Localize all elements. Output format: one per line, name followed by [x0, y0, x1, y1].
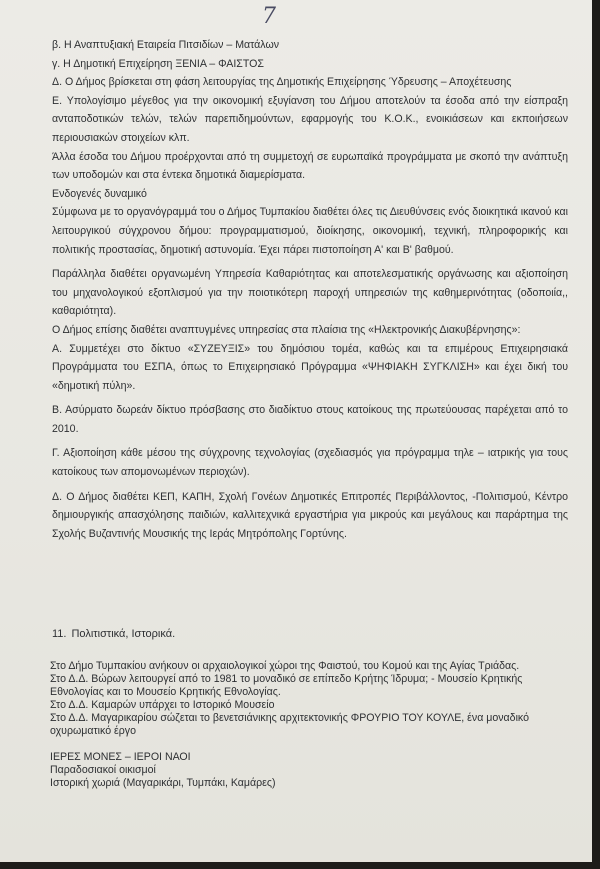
list-item: Ιστορική χωριά (Μαγαρικάρι, Τυμπάκι, Καμάρες) — [50, 777, 276, 789]
paragraph: Δ. Ο Δήμος διαθέτει ΚΕΠ, ΚΑΠΗ, Σχολή Γονέων Δημοτικές Επιτροπές Περιβάλλοντος, -Πολιτισμού, Κέντρο δημιουργικής απασχόλησης παιδιών, καλλιτεχνικά εργαστήρια για μικρούς και μεγάλους και παράρτημα της Σχολής Βυζαντινής Μουσικής της Ιεράς Μητρόπολης Γορτύνης. — [52, 490, 568, 540]
list-item: Στο Δ.Δ. Μαγαρικαρίου σώζεται το βενετσιάνικης αρχιτεκτονικής ΦΡΟΥΡΙΟ ΤΟΥ ΚΟΥΛΕ, ένα μοναδικό οχυρωματικό έργο — [50, 712, 529, 737]
list-item: Στο Δήμο Τυμπακίου ανήκουν οι αρχαιολογικοί χώροι της Φαιστού, του Κομού και της Αγίας Τριάδας. — [50, 660, 520, 672]
body-text — [52, 36, 568, 543]
section-heading — [52, 628, 175, 640]
paragraph: Δ. Ο Δήμος βρίσκεται στη φάση λειτουργίας της Δημοτικής Επιχείρησης Ύδρευσης – Αποχέτευσης — [52, 76, 512, 89]
section-number: 11. — [52, 628, 67, 640]
paragraph: Παράλληλα διαθέτει οργανωμένη Υπηρεσία Καθαριότητας και αποτελεσματικής οργάνωσης και αξιοποίηση του μηχανολογικού εξοπλισμού για την ποιοτικότερη παροχή υπηρεσιών της καθημερινότητας (οδοποιία,, καθαριότητα). — [52, 268, 568, 318]
paragraph: γ. Η Δημοτική Επιχείρηση ΞΕΝΙΑ – ΦΑΙΣΤΟΣ — [52, 57, 264, 70]
list-item: Στο Δ.Δ. Καμαρών υπάρχει το Ιστορικό Μουσείο — [50, 699, 275, 711]
page-number: 7 — [262, 4, 276, 29]
list-item: Παραδοσιακοί οικισμοί — [50, 764, 156, 776]
list-item: Στο Δ.Δ. Βώρων λειτουργεί από το 1981 το μοναδικό σε επίπεδο Κρήτης Ίδρυμα; - Μουσείο Κρητικής Εθνολογίας και το Μουσείο Κρητικής Εθνολογίας. — [50, 673, 523, 698]
background-edge — [592, 0, 600, 869]
cultural-list — [50, 660, 570, 790]
paragraph: Άλλα έσοδα του Δήμου προέρχονται από τη συμμετοχή σε ευρωπαϊκά προγράμματα με σκοπό την ανάπτυξη των υποδομών και στα έντεκα δημοτικά διαμερίσματα. — [52, 150, 568, 182]
background-edge — [0, 862, 600, 869]
paragraph: Β. Ασύρματο δωρεάν δίκτυο πρόσβασης στο διαδίκτυο στους κατοίκους της πρωτεύουσας παρέχεται από το 2010. — [52, 404, 568, 435]
paragraph: β. Η Αναπτυξιακή Εταιρεία Πιτσιδίων – Ματάλων — [52, 39, 280, 51]
paragraph: Γ. Αξιοποίηση κάθε μέσου της σύγχρονης τεχνολογίας (σχεδιασμός για πρόγραμμα τηλε – ιατρικής για τους κατοίκους των απομονωμένων περιοχών). — [52, 447, 568, 479]
subheading: Ενδογενές δυναμικό — [52, 187, 147, 200]
paragraph: Σύμφωνα με το οργανόγραμμά του ο Δήμος Τυμπακίου διαθέτει όλες τις Διευθύνσεις ενός διοικητικά ικανού και λειτουργικού σύγχρονου δήμου: προγραμματισμού, διοίκησης, οικονομική, τεχνική, πληροφορικής και πολιτικής προστασίας, δημοτική αστυνομία. Έχει πάρει πιστοποίηση Α' και Β' βαθμού. — [52, 206, 568, 256]
section-title: Πολιτιστικά, Ιστορικά. — [71, 628, 176, 640]
paragraph: Α. Συμμετέχει στο δίκτυο «ΣΥΖΕΥΞΙΣ» του δημόσιου τομέα, καθώς και τα επιμέρους Επιχειρησιακά Προγράμματα του ΕΣΠΑ, όπως το Επιχειρησιακό Πρόγραμμα «ΨΗΦΙΑΚΗ ΣΥΓΚΛΙΣΗ» και έχει δική του «δημοτική πύλη». — [52, 342, 568, 392]
list-item: ΙΕΡΕΣ ΜΟΝΕΣ – ΙΕΡΟΙ ΝΑΟΙ — [50, 751, 191, 763]
paragraph: Ο Δήμος επίσης διαθέτει αναπτυγμένες υπηρεσίας στα πλαίσια της «Ηλεκτρονικής Διακυβέρνησης»: — [52, 323, 521, 336]
paragraph: Ε. Υπολογίσιμο μέγεθος για την οικονομική εξυγίανση του Δήμου αποτελούν τα έσοδα από την είσπραξη ανταποδοτικών τελών, τελών παρεπιδημούντων, εφαρμογής του Κ.Ο.Κ., ενοικιάσεων και εκποιήσεων περιουσιακών στοιχείων κλπ. — [52, 94, 568, 144]
